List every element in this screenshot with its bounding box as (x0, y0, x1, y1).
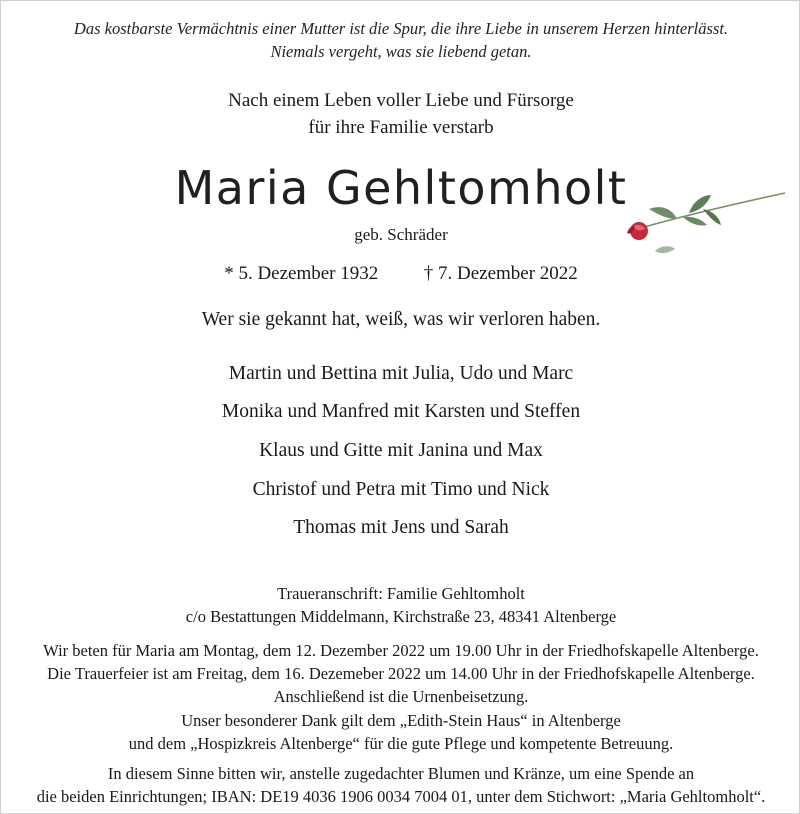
death-date: † 7. Dezember 2022 (423, 263, 578, 284)
motto-line-1: Das kostbarste Vermächtnis einer Mutter ist die Spur, die ihre Liebe in unserem Herzen hinterlässt. (73, 19, 729, 38)
family-line: Christof und Petra mit Timo und Nick (252, 479, 550, 500)
quote: Wer sie gekannt hat, weiß, was wir verloren haben. (201, 309, 601, 330)
notice-line: Unser besonderer Dank gilt dem „Edith-Stein Haus“ in Altenberge (181, 711, 621, 730)
family-line: Thomas mit Jens und Sarah (293, 517, 509, 538)
rose-icon (619, 183, 787, 263)
family-line: Martin und Bettina mit Julia, Udo und Marc (228, 363, 574, 384)
life-dates (1, 263, 800, 285)
notice-line: In diesem Sinne bitten wir, anstelle zugedachter Blumen und Kränze, um eine Spende an (107, 764, 695, 783)
birth-name: geb. Schräder (354, 225, 448, 244)
intro-line-2: für ihre Familie verstarb (308, 117, 494, 138)
notice-line: die beiden Einrichtungen; IBAN: DE19 4036 1906 0034 7004 01, unter dem Stichwort: „Maria Gehltomholt“. (36, 787, 766, 806)
intro-line-1: Nach einem Leben voller Liebe und Fürsorge (228, 90, 574, 111)
motto-line-2: Niemals vergeht, was sie liebend getan. (270, 42, 532, 61)
address-line-1: Traueranschrift: Familie Gehltomholt (277, 584, 525, 603)
deceased-name: Maria Gehltomholt (174, 161, 628, 215)
notice-line: Anschließend ist die Urnenbeisetzung. (273, 687, 529, 706)
address-line-2: c/o Bestattungen Middelmann, Kirchstraße 23, 48341 Altenberge (185, 607, 617, 626)
birth-date: * 5. Dezember 1932 (224, 263, 379, 284)
family-line: Monika und Manfred mit Karsten und Steffen (221, 401, 581, 422)
family-line: Klaus und Gitte mit Janina und Max (259, 440, 543, 461)
notice-line: Die Trauerfeier ist am Freitag, dem 16. Dezemeber 2022 um 14.00 Uhr in der Friedhofskapelle Altenberge. (47, 664, 755, 683)
notice-line: und dem „Hospizkreis Altenberge“ für die gute Pflege und kompetente Betreuung. (128, 734, 674, 753)
notice-line: Wir beten für Maria am Montag, dem 12. Dezember 2022 um 19.00 Uhr in der Friedhofskapelle Altenberge. (43, 641, 759, 660)
